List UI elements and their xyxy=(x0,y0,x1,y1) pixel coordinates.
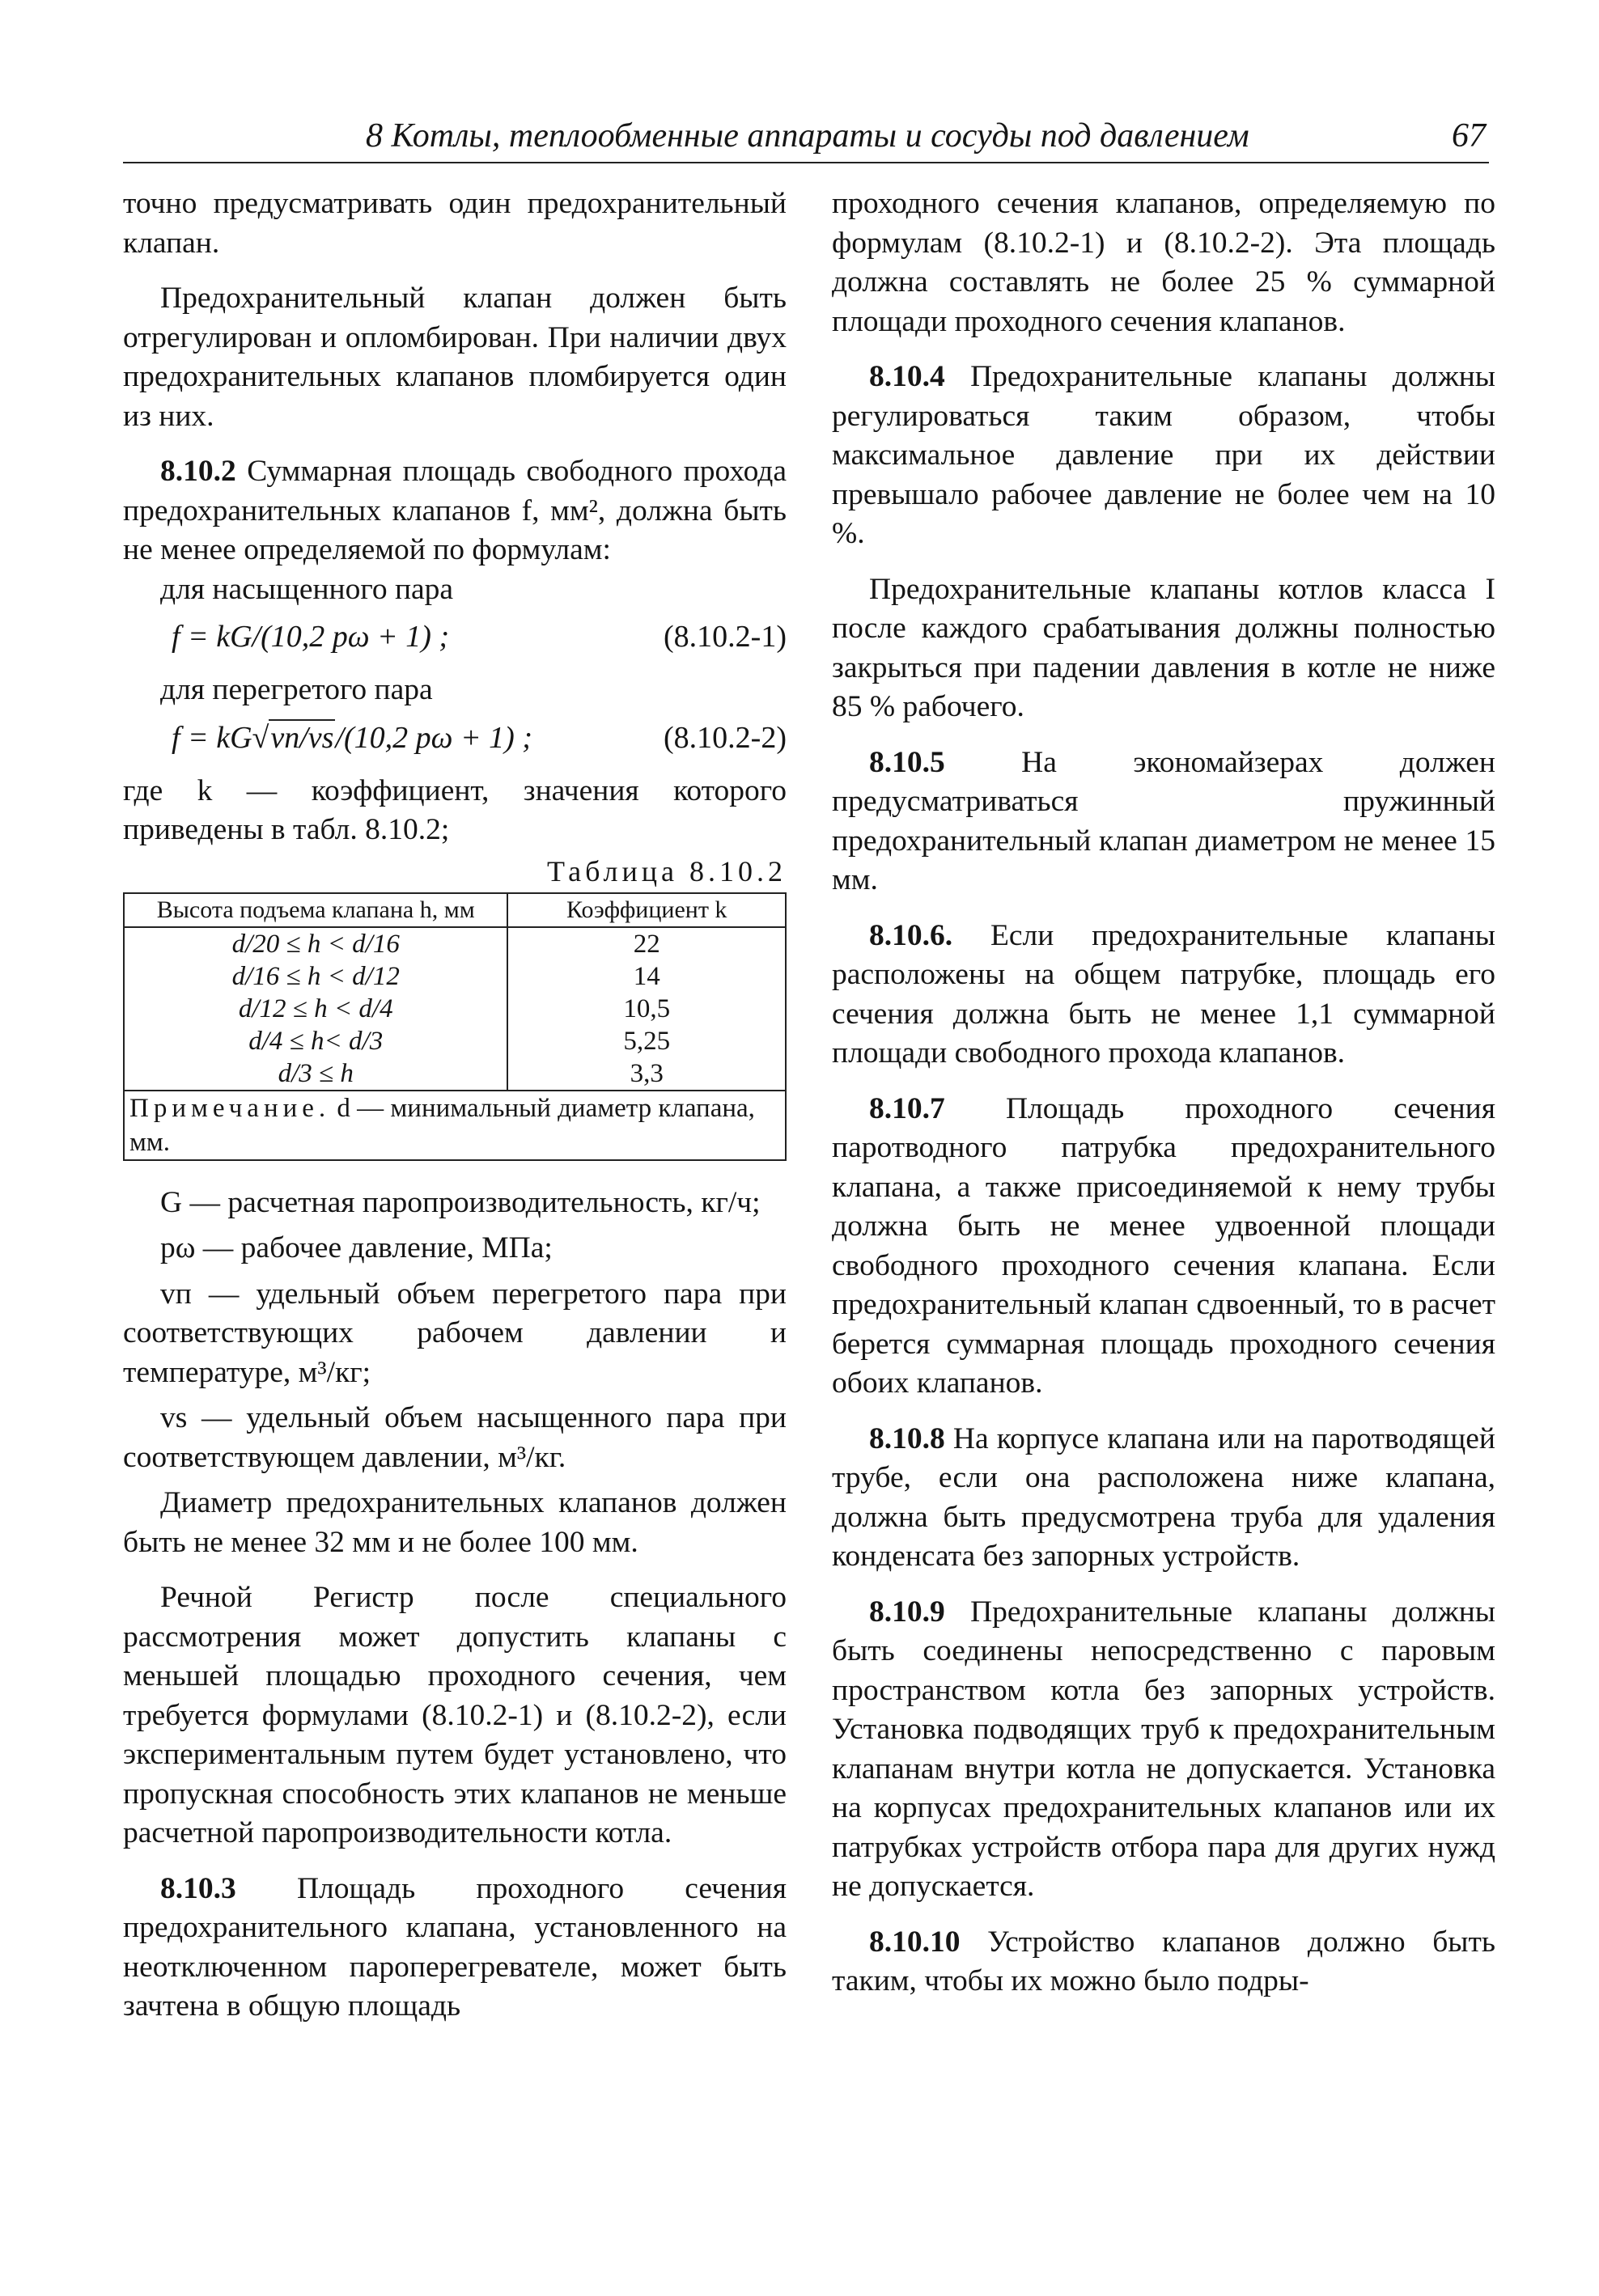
page-number: 67 xyxy=(1452,117,1486,155)
column-header-coefficient: Коэффициент k xyxy=(507,893,786,927)
section-text: Предохранительные клапаны должны регулироваться таким образом, чтобы максимальное давление при их действии превышало рабочее давление не более чем на 10 %. xyxy=(832,360,1495,550)
header-rule xyxy=(123,162,1489,163)
formula-number: (8.10.2-2) xyxy=(664,720,787,755)
section-number: 8.10.3 xyxy=(160,1871,236,1905)
section-number: 8.10.5 xyxy=(869,745,945,779)
section-8-10-6 xyxy=(832,917,1495,1074)
table-row xyxy=(124,1025,786,1057)
formula-8-10-2-2 xyxy=(123,715,787,764)
section-number: 8.10.6. xyxy=(869,918,953,952)
section-8-10-7 xyxy=(832,1090,1495,1404)
section-number: 8.10.7 xyxy=(869,1091,945,1125)
section-8-10-10 xyxy=(832,1923,1495,2002)
note-text: d — минимальный диаметр клапана, мм. xyxy=(129,1093,755,1157)
section-text: Площадь проходного сечения паротводного патрубка предохранительного клапана, а также присоединяемой к нему трубы должна быть не менее удвоенной площади свободного проходного сечения клапана. Если предохранительный клапан сдвоенный, то в расчет берется суммарная площадь проходного сечения обоих клапанов. xyxy=(832,1091,1495,1400)
cell-height: d/12 ≤ h < d/4 xyxy=(124,993,507,1025)
paragraph-diameter: Диаметр предохранительных клапанов должен быть не менее 32 мм и не более 100 мм. xyxy=(123,1486,787,1559)
paragraph-continuation: точно предусматривать один предохранительный клапан. xyxy=(123,187,787,260)
definition-G: G — расчетная паропроизводительность, кг/ч; xyxy=(160,1185,761,1219)
section-number: 8.10.9 xyxy=(869,1595,945,1629)
table-note xyxy=(124,1091,786,1160)
formula-expression: f = kG/(10,2 pω + 1) ; xyxy=(172,620,450,654)
section-text: Суммарная площадь свободного прохода предохранительных клапанов f, мм², должна быть не менее определяемой по формулам: xyxy=(123,455,787,566)
cell-height: d/20 ≤ h < d/16 xyxy=(124,927,507,960)
formula-prefix: f = kG xyxy=(172,720,252,755)
table-row xyxy=(124,1057,786,1091)
section-8-10-8 xyxy=(832,1420,1495,1577)
formula-expression: f = kG√vп/vs/(10,2 pω + 1) ; xyxy=(172,720,532,755)
section-8-10-2 xyxy=(123,452,787,570)
table-row xyxy=(124,960,786,993)
formula-suffix: /(10,2 pω + 1) ; xyxy=(335,720,532,755)
table-note-row xyxy=(124,1091,786,1160)
section-text: Предохранительные клапаны должны быть соединены непосредственно с паровым пространством котла без запорных устройств. Установка подводящих труб к предохранительным клапанам внутри котла не допускается. Установка на корпусах предохранительных клапанов или их патрубках устройств отбора пара для других нужд не допускается. xyxy=(832,1595,1495,1903)
table-row xyxy=(124,993,786,1025)
table-row xyxy=(124,927,786,960)
running-header xyxy=(123,113,1489,163)
section-text: Устройство клапанов должно быть таким, чтобы их можно было подры- xyxy=(832,1925,1495,1997)
cell-coefficient: 22 xyxy=(507,927,786,960)
section-text: Площадь проходного сечения предохранительного клапана, установленного на неотключенном пароперегревателе, может быть зачтена в общую площадь xyxy=(123,1871,787,2023)
section-text: На экономайзерах должен предусматриваться пружинный предохранительный клапан диаметром не менее 15 мм. xyxy=(832,745,1495,896)
table-header-row xyxy=(124,893,786,927)
formula-8-10-2-1 xyxy=(123,614,787,663)
formula-number: (8.10.2-1) xyxy=(664,620,787,654)
coefficient-table xyxy=(123,892,787,1161)
definition-vs: vs — удельный объем насыщенного пара при соответствующем давлении, м³/кг. xyxy=(123,1401,787,1474)
where-clause: где k — коэффициент, значения которого приведены в табл. 8.10.2; xyxy=(123,773,787,846)
cell-coefficient: 3,3 xyxy=(507,1057,786,1091)
definition-vn: vп — удельный объем перегретого пара при соответствующих рабочем давлении и температуре, м³/кг; xyxy=(123,1277,787,1389)
formula-root: vп/vs xyxy=(270,720,334,755)
cell-coefficient: 5,25 xyxy=(507,1025,786,1057)
definition-p: pω — рабочее давление, МПа; xyxy=(160,1231,553,1264)
saturated-steam-label: для насыщенного пара xyxy=(160,572,454,606)
cell-coefficient: 14 xyxy=(507,960,786,993)
right-column xyxy=(832,184,1495,2018)
cell-height: d/4 ≤ h< d/3 xyxy=(124,1025,507,1057)
section-text: На корпусе клапана или на паротводящей трубе, если она расположена ниже клапана, должна быть предусмотрена труба для удаления конденсата без запорных устройств. xyxy=(832,1421,1495,1573)
cell-coefficient: 10,5 xyxy=(507,993,786,1025)
cell-height: d/3 ≤ h xyxy=(124,1057,507,1091)
cell-height: d/16 ≤ h < d/12 xyxy=(124,960,507,993)
section-number: 8.10.4 xyxy=(869,360,945,393)
paragraph-register: Речной Регистр после специального рассмотрения может допустить клапаны с меньшей площадью проходного сечения, чем требуется формулами (8.10.2-1) и (8.10.2-2), если экспериментальным путем будет установлено, что пропускная способность этих клапанов не меньше расчетной паропроизводительности котла. xyxy=(123,1581,787,1849)
left-column xyxy=(123,184,787,2043)
section-8-10-3 xyxy=(123,1870,787,2027)
table-caption: Таблица 8.10.2 xyxy=(547,854,787,887)
paragraph-valve-sealing: Предохранительный клапан должен быть отрегулирован и опломбирован. При наличии двух предохранительных клапанов пломбируется один из них. xyxy=(123,282,787,433)
section-8-10-5 xyxy=(832,743,1495,900)
section-8-10-9 xyxy=(832,1593,1495,1907)
chapter-title: 8 Котлы, теплообменные аппараты и сосуды под давлением xyxy=(366,117,1249,155)
paragraph-continuation: проходного сечения клапанов, определяемую по формулам (8.10.2-1) и (8.10.2-2). Эта площадь должна составлять не более 25 % суммарной площади проходного сечения клапанов. xyxy=(832,187,1495,338)
section-number: 8.10.10 xyxy=(869,1925,961,1959)
section-number: 8.10.8 xyxy=(869,1421,945,1455)
note-label: Примечание. xyxy=(129,1093,331,1123)
superheated-steam-label: для перегретого пара xyxy=(160,673,433,706)
section-8-10-4 xyxy=(832,358,1495,554)
section-number: 8.10.2 xyxy=(160,455,236,488)
section-text: Если предохранительные клапаны расположены на общем патрубке, площадь его сечения должна быть не менее 1,1 суммарной площади свободного прохода клапанов. xyxy=(832,918,1495,1070)
column-header-height: Высота подъема клапана h, мм xyxy=(124,893,507,927)
paragraph-class-one: Предохранительные клапаны котлов класса I после каждого срабатывания должны полностью закрыться при падении давления в котле не ниже 85 % рабочего. xyxy=(832,572,1495,723)
